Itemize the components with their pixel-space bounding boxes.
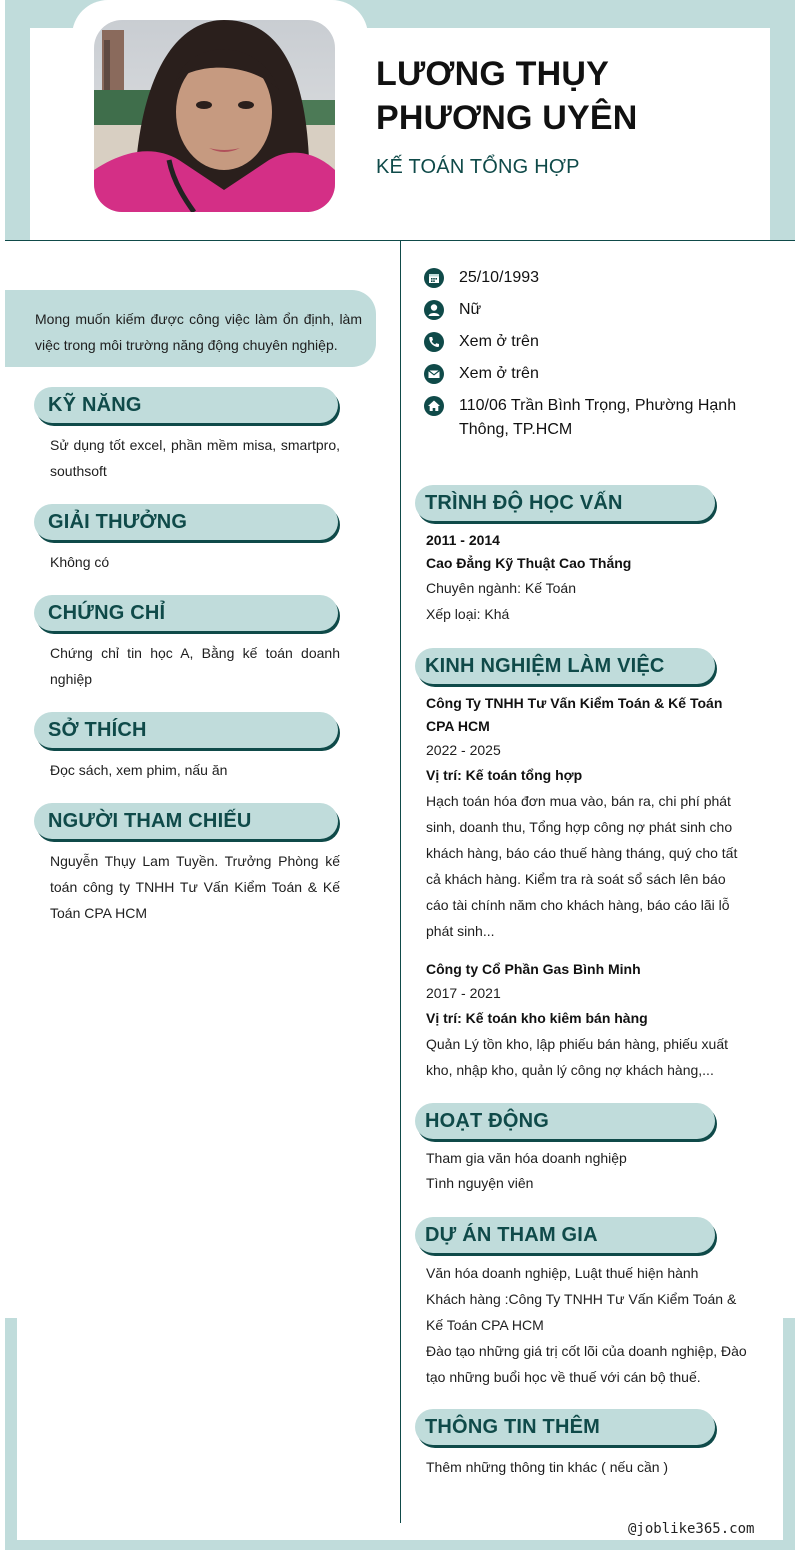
contact-birthday	[424, 266, 749, 290]
section-title-skills: KỸ NĂNG	[34, 387, 338, 423]
additional-text: Thêm những thông tin khác ( nếu cần )	[426, 1459, 669, 1475]
activity-item: Tình nguyện viên	[426, 1175, 534, 1191]
home-icon	[424, 396, 444, 416]
references-text: Nguyễn Thụy Lam Tuyền. Trưởng Phòng kế toán công ty TNHH Tư Vấn Kiểm Toán & Kế Toán CPA HCM	[50, 853, 340, 921]
job-description: Quản Lý tồn kho, lập phiếu bán hàng, phiếu xuất kho, nhập kho, quản lý công nợ khách hàng,...	[426, 1036, 729, 1078]
project-item: Đào tạo những giá trị cốt lõi của doanh nghiệp, Đào tạo những buổi học về thuế với cán bộ thuế.	[426, 1343, 747, 1385]
experience-job-1	[426, 692, 752, 944]
contact-phone	[424, 330, 749, 354]
section-title-hobbies: SỞ THÍCH	[34, 712, 338, 748]
phone-icon	[424, 332, 444, 352]
contact-text: Xem ở trên	[459, 333, 539, 350]
job-period: 2022 - 2025	[426, 742, 501, 758]
email-icon	[424, 364, 444, 384]
project-item: Văn hóa doanh nghiệp, Luật thuế hiện hành	[426, 1265, 699, 1281]
job-title: KẾ TOÁN TỔNG HỢP	[376, 156, 580, 178]
education-major: Chuyên ngành: Kế Toán	[426, 580, 576, 596]
contact-text: Nữ	[459, 301, 482, 318]
section-title-projects: DỰ ÁN THAM GIA	[415, 1217, 715, 1253]
education-block	[426, 529, 752, 627]
contact-email	[424, 362, 749, 386]
section-title-experience: KINH NGHIỆM LÀM VIỆC	[415, 648, 715, 684]
frame-bottom-right	[783, 1318, 795, 1550]
frame-bottom-left	[5, 1318, 17, 1550]
awards-text: Không có	[50, 554, 110, 570]
contact-text: 25/10/1993	[459, 269, 540, 286]
education-school: Cao Đẳng Kỹ Thuật Cao Thắng	[426, 555, 632, 571]
watermark: @joblike365.com	[628, 1521, 755, 1537]
experience-job-2	[426, 958, 752, 1083]
profile-photo	[94, 20, 335, 212]
job-company: Công Ty TNHH Tư Vấn Kiểm Toán & Kế Toán CPA HCM	[426, 695, 723, 734]
education-period: 2011 - 2014	[426, 532, 500, 548]
calendar-icon	[424, 268, 444, 288]
project-item: Khách hàng :Công Ty TNHH Tư Vấn Kiểm Toán & Kế Toán CPA HCM	[426, 1291, 737, 1333]
user-icon	[424, 300, 444, 320]
hobbies-text: Đọc sách, xem phim, nấu ăn	[50, 762, 228, 778]
candidate-name	[376, 52, 756, 140]
section-title-awards: GIẢI THƯỞNG	[34, 504, 338, 540]
job-period: 2017 - 2021	[426, 985, 501, 1001]
frame-bottom	[5, 1540, 795, 1550]
name-line-1: LƯƠNG THỤY	[376, 55, 609, 93]
job-position: Vị trí: Kế toán kho kiêm bán hàng	[426, 1010, 648, 1026]
name-line-2: PHƯƠNG UYÊN	[376, 99, 638, 137]
contact-text: 110/06 Trần Bình Trọng, Phường Hạnh Thông, TP.HCM	[459, 397, 737, 438]
contact-address	[424, 394, 749, 442]
contact-gender	[424, 298, 749, 322]
education-rank: Xếp loại: Khá	[426, 606, 510, 622]
section-title-education: TRÌNH ĐỘ HỌC VẤN	[415, 485, 715, 521]
certificates-text: Chứng chỉ tin học A, Bằng kế toán doanh nghiệp	[50, 645, 340, 687]
skills-text: Sử dụng tốt excel, phần mềm misa, smartpro, southsoft	[50, 437, 340, 479]
contact-text: Xem ở trên	[459, 365, 539, 382]
job-position: Vị trí: Kế toán tổng hợp	[426, 767, 583, 783]
section-title-references: NGƯỜI THAM CHIẾU	[34, 803, 338, 839]
job-company: Công ty Cổ Phần Gas Bình Minh	[426, 961, 641, 977]
activities-list	[426, 1146, 752, 1196]
career-objective: Mong muốn kiếm được công việc làm ổn định, làm việc trong môi trường năng động chuyên nghiệp.	[5, 290, 376, 367]
projects-list	[426, 1260, 752, 1390]
section-title-additional: THÔNG TIN THÊM	[415, 1409, 715, 1445]
job-description: Hạch toán hóa đơn mua vào, bán ra, chi phí phát sinh, doanh thu, Tổng hợp công nợ phát sinh cho khách hàng, báo cáo thuế hàng tháng, quý cho tất cả khách hàng. Kiểm tra rà soát sổ sách lên báo cáo tài chính năm cho khách hàng, báo cáo lãi lỗ phát sinh...	[426, 793, 738, 939]
section-title-certificates: CHỨNG CHỈ	[34, 595, 338, 631]
activity-item: Tham gia văn hóa doanh nghiệp	[426, 1150, 627, 1166]
section-title-activities: HOẠT ĐỘNG	[415, 1103, 715, 1139]
column-divider	[400, 241, 401, 1523]
photo-frame-tail	[34, 196, 74, 240]
